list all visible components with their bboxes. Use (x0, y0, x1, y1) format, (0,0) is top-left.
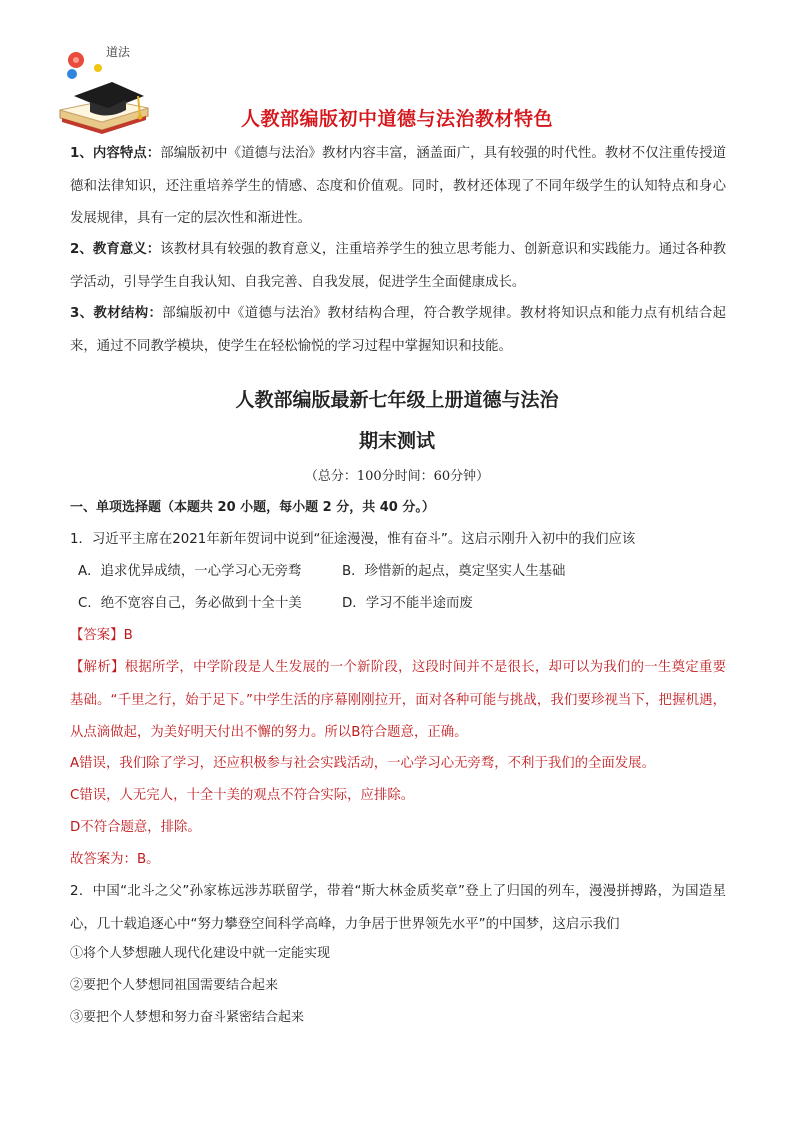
exam-title: 人教部编版最新七年级上册道德与法治 (235, 389, 559, 411)
feature-text: 该教材具有较强的教育意义，注重培养学生的独立思考能力、创新意识和实践能力。通过各种教学活动，引导学生自我认知、自我完善、自我发展，促进学生全面健康成长。 (70, 242, 726, 290)
q2-item-1: ①将个人梦想融人现代化建设中就一定能实现 (70, 946, 331, 961)
section-heading: 一、单项选择题（本题共 20 小题，每小题 2 分，共 40 分。） (70, 500, 435, 515)
question-2-stem: 2．中国“北斗之父”孙家栋远涉苏联留学，带着“斯大林金质奖章”登上了归国的列车，漫漫拼搏路，为国造星心，几十载追逐心中“努力攀登空间科学高峰，力争居于世界领先水平”的中国梦，这启示我们 (70, 884, 726, 932)
feature-label: 3、教材结构： (70, 306, 163, 321)
q2-item-3: ③要把个人梦想和努力奋斗紧密结合起来 (70, 1010, 305, 1025)
page-title: 人教部编版初中道德与法治教材特色 (240, 108, 553, 130)
answer-line (70, 620, 730, 653)
option-c: C．绝不宽容自己，务必做到十全十美 (78, 596, 302, 611)
analysis-text: 根据所学，中学阶段是人生发展的一个新阶段，这段时间并不是很长，却可以为我们的一生奠定重要基础。“千里之行，始于足下。”中学生活的序幕刚刚拉开，面对各种可能与挑战，我们要珍视当下，把握机遇，从点滴做起，为美好明天付出不懈的努力。所以B符合题意，正确。 (70, 660, 727, 740)
note-a: A错误，我们除了学习，还应积极参与社会实践活动，一心学习心无旁骛，不利于我们的全面发展。 (70, 756, 655, 771)
final-answer: 故答案为：B。 (70, 852, 160, 867)
exam-meta: （总分：100分时间：60分钟） (304, 469, 490, 484)
exam-subtitle: 期末测试 (358, 430, 435, 452)
analysis-paragraph (70, 652, 726, 750)
option-b: B．珍惜新的起点，奠定坚实人生基础 (342, 564, 566, 579)
feature-text: 部编版初中《道德与法治》教材结构合理，符合教学规律。教材将知识点和能力点有机结合起来，通过不同教学模块，使学生在轻松愉悦的学习过程中掌握知识和技能。 (70, 306, 726, 354)
answer-label: 【答案】 (70, 628, 124, 643)
analysis-label: 【解析】 (70, 660, 125, 675)
feature-paragraph-2 (70, 234, 726, 299)
feature-paragraph-3 (70, 298, 726, 363)
feature-label: 1、内容特点： (70, 146, 161, 161)
feature-label: 2、教育意义： (70, 242, 161, 257)
logo-label: 道法 (106, 45, 131, 59)
answer-value: B (123, 628, 133, 643)
question-1-stem: 1．习近平主席在2021年新年贺词中说到“征途漫漫，惟有奋斗”。这启示刚升入初中的我们应该 (70, 532, 636, 547)
option-a: A．追求优异成绩，一心学习心无旁骛 (78, 564, 302, 579)
feature-paragraph-1 (70, 138, 726, 236)
note-d: D不符合题意，排除。 (70, 820, 201, 835)
q2-item-2: ②要把个人梦想同祖国需要结合起来 (70, 978, 279, 993)
note-c: C错误，人无完人，十全十美的观点不符合实际，应排除。 (70, 788, 415, 803)
feature-text: 部编版初中《道德与法治》教材内容丰富，涵盖面广，具有较强的时代性。教材不仅注重传授道德和法律知识，还注重培养学生的情感、态度和价值观。同时，教材还体现了不同年级学生的认知特点和身心发展规律，具有一定的层次性和渐进性。 (70, 146, 726, 226)
option-d: D．学习不能半途而废 (342, 596, 473, 611)
